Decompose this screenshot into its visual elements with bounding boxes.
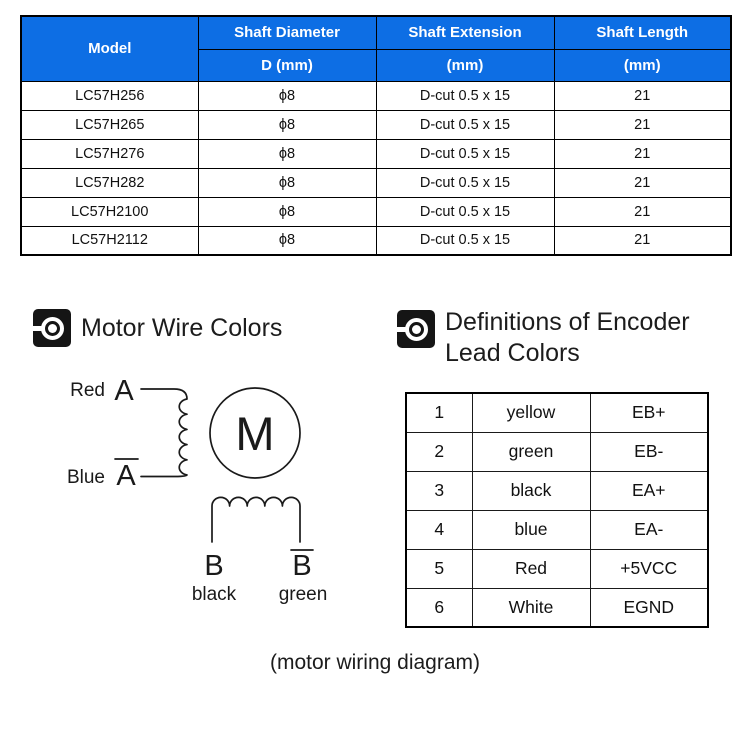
length-cell: 21: [554, 110, 731, 139]
extension-cell: D-cut 0.5 x 15: [376, 81, 554, 110]
signal-cell: EB+: [590, 393, 708, 432]
pin-cell: 1: [406, 393, 472, 432]
winding-a-coil: [141, 389, 187, 477]
motor-wire-colors-heading: [33, 309, 282, 347]
diagram-caption: (motor wiring diagram): [269, 651, 481, 674]
diameter-cell: ϕ8: [198, 226, 376, 255]
spec-subheader-extension-unit: (mm): [376, 49, 554, 81]
signal-cell: EB-: [590, 432, 708, 471]
encoder-target-icon: [397, 310, 435, 348]
color-cell: black: [472, 471, 590, 510]
color-cell: blue: [472, 510, 590, 549]
model-cell: LC57H2100: [21, 197, 198, 226]
pin-cell: 6: [406, 588, 472, 627]
diameter-cell: ϕ8: [198, 197, 376, 226]
length-cell: 21: [554, 168, 731, 197]
terminal-b-label: B: [204, 550, 224, 582]
spec-header-shaft-extension: Shaft Extension: [376, 16, 554, 49]
wire-color-label-green: green: [278, 584, 328, 605]
spec-subheader-length-unit: (mm): [554, 49, 731, 81]
model-cell: LC57H276: [21, 139, 198, 168]
pin-cell: 3: [406, 471, 472, 510]
table-row: [406, 510, 708, 549]
icon-dot: [412, 325, 421, 334]
length-cell: 21: [554, 139, 731, 168]
table-row: [21, 168, 731, 197]
icon-dot: [48, 324, 57, 333]
model-cell: LC57H282: [21, 168, 198, 197]
spec-header-shaft-length: Shaft Length: [554, 16, 731, 49]
encoder-lead-colors-heading: [397, 307, 697, 369]
pin-cell: 2: [406, 432, 472, 471]
model-cell: LC57H256: [21, 81, 198, 110]
model-cell: LC57H2112: [21, 226, 198, 255]
terminal-a-label: A: [114, 375, 134, 407]
terminal-b-bar-label: B: [292, 550, 312, 582]
signal-cell: EA+: [590, 471, 708, 510]
extension-cell: D-cut 0.5 x 15: [376, 139, 554, 168]
diameter-cell: ϕ8: [198, 81, 376, 110]
table-row: [406, 588, 708, 627]
section-title-line2: Lead Colors: [445, 339, 580, 367]
terminal-a-bar-label: A: [116, 460, 136, 492]
shaft-spec-table: [20, 15, 732, 256]
spec-header-shaft-diameter: Shaft Diameter: [198, 16, 376, 49]
winding-b-coil: [212, 497, 300, 542]
diameter-cell: ϕ8: [198, 139, 376, 168]
color-cell: White: [472, 588, 590, 627]
table-row: [406, 549, 708, 588]
motor-wiring-diagram: [0, 370, 380, 615]
spec-subheader-diameter-unit: D (mm): [198, 49, 376, 81]
signal-cell: EGND: [590, 588, 708, 627]
color-cell: green: [472, 432, 590, 471]
table-row: [21, 110, 731, 139]
table-row: [21, 226, 731, 255]
table-row: [21, 197, 731, 226]
spec-header-model: Model: [21, 16, 198, 81]
color-cell: Red: [472, 549, 590, 588]
section-title-line1: Definitions of Encoder: [445, 308, 690, 336]
length-cell: 21: [554, 226, 731, 255]
length-cell: 21: [554, 81, 731, 110]
diameter-cell: ϕ8: [198, 168, 376, 197]
extension-cell: D-cut 0.5 x 15: [376, 110, 554, 139]
extension-cell: D-cut 0.5 x 15: [376, 197, 554, 226]
wire-color-label-black: black: [191, 584, 237, 605]
length-cell: 21: [554, 197, 731, 226]
encoder-lead-table: [405, 392, 709, 628]
signal-cell: +5VCC: [590, 549, 708, 588]
icon-notch: [33, 326, 44, 331]
color-cell: yellow: [472, 393, 590, 432]
motor-letter: M: [235, 407, 275, 460]
signal-cell: EA-: [590, 510, 708, 549]
pin-cell: 4: [406, 510, 472, 549]
table-row: [21, 139, 731, 168]
icon-notch: [397, 327, 408, 332]
diameter-cell: ϕ8: [198, 110, 376, 139]
section-title: Motor Wire Colors: [81, 313, 283, 342]
encoder-target-icon: [33, 309, 71, 347]
extension-cell: D-cut 0.5 x 15: [376, 226, 554, 255]
wire-color-label-red: Red: [70, 380, 105, 401]
table-row: [21, 81, 731, 110]
table-row: [406, 393, 708, 432]
table-row: [406, 432, 708, 471]
table-row: [406, 471, 708, 510]
pin-cell: 5: [406, 549, 472, 588]
section-title: [445, 307, 690, 369]
extension-cell: D-cut 0.5 x 15: [376, 168, 554, 197]
model-cell: LC57H265: [21, 110, 198, 139]
wire-color-label-blue: Blue: [66, 467, 105, 488]
